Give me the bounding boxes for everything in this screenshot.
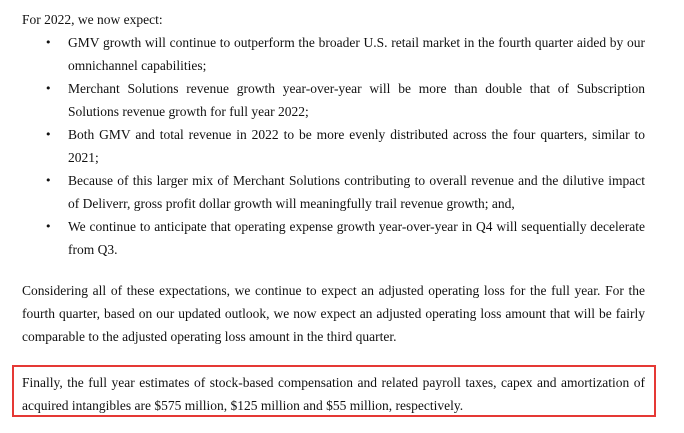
bullet-item-merchant-solutions [0,77,684,123]
bullet-icon: • [45,174,52,187]
bullet-text-line: We continue to anticipate that operating expense growth year-over-year in Q4 will sequentially decelerate [68,219,645,234]
intro-text: For 2022, we now expect: [22,12,163,27]
bullet-text-line: Merchant Solutions revenue growth year-over-year will be more than double that of Subscription Solutions [68,81,645,119]
bullet-text-line: Deliverr, gross profit dollar growth will meaningfully trail revenue growth; and, [82,196,515,211]
bullet-icon: • [45,36,52,49]
bullet-text-line: omnichannel capabilities; [68,58,207,73]
bullet-item-gross-profit [0,169,684,215]
bullet-text-line: 2021; [68,150,99,165]
bullet-text-line: Both GMV and total revenue in 2022 to be more evenly distributed across the four quarters, similar to [68,127,645,142]
paragraph-line: Considering all of these expectations, we continue to expect an adjusted operating loss for the full year. For the [22,283,645,298]
bullet-icon: • [45,128,52,141]
bullet-item-operating-expense [0,215,684,261]
bullet-icon: • [45,220,52,233]
expectations-list [0,31,684,261]
bullet-item-distribution [0,123,684,169]
operating-loss-paragraph [22,279,645,348]
bullet-text-line: GMV growth will continue to outperform the broader U.S. retail market in the fourth quarter aided by our [68,35,645,50]
bullet-text-line: Because of this larger mix of Merchant Solutions contributing to overall revenue and the dilutive impact of [68,173,645,211]
paragraph-line: Finally, the full year estimates of stock-based compensation and related payroll taxes, capex and amortization of [22,375,645,390]
estimates-paragraph [22,371,645,417]
paragraph-line: fourth quarter, based on our updated outlook, we now expect an adjusted operating loss amount that will be fairly [22,306,645,321]
bullet-icon: • [45,82,52,95]
paragraph-line: acquired intangibles are $575 million, $125 million and $55 million, respectively. [22,398,464,413]
bullet-item-gmv-growth [0,31,684,77]
bullet-text-line: from Q3. [68,242,118,257]
paragraph-line: comparable to the adjusted operating loss amount in the third quarter. [22,329,397,344]
bullet-text-line: revenue growth for full year 2022; [122,104,309,119]
